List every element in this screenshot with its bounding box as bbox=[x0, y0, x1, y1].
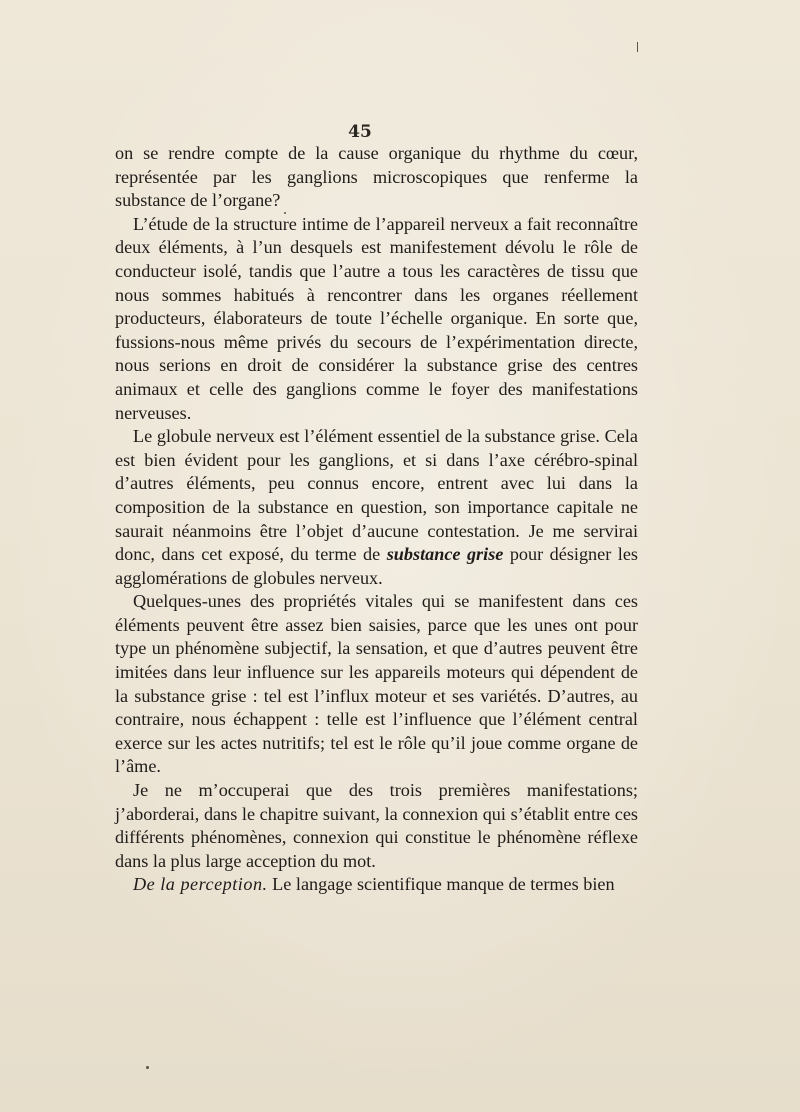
paragraph-text: Le langage scientifique manque de termes bien bbox=[267, 874, 615, 895]
paragraph-text: on se rendre compte de la cause organique du rhythme du cœur, représentée par les ganglions microscopiques que renferme la substance de l’organe? bbox=[115, 143, 638, 211]
paragraph-text: Je ne m’occuperai que des trois premières manifestations; j’aborderai, dans le chapitre suivant, la connexion qui s’établit entre ces différents phénomènes, connexion qui constitue le phénomène réflexe dans la plus large acception du mot. bbox=[115, 780, 638, 871]
page-number: 45 bbox=[348, 122, 372, 142]
paper-mark bbox=[637, 42, 638, 52]
paragraph bbox=[115, 873, 638, 897]
paper-mark bbox=[284, 212, 286, 214]
paragraph-text: Quelques-unes des propriétés vitales qui se manifestent dans ces éléments peuvent être assez bien saisies, parce que les unes ont pour type un phénomène subjectif, la sensation, et que d’autres peuvent être imitées dans leur influence sur les appareils moteurs qui dépendent de la substance grise : tel est l’influx moteur et ses variétés. D’autres, au contraire, nous échappent : telle est l’influence que l’élément central exerce sur les actes nutritifs; tel est le rôle qu’il joue comme organe de l’âme. bbox=[115, 591, 638, 777]
paper-mark bbox=[146, 1066, 149, 1069]
paragraph-text: L’étude de la structure intime de l’appareil nerveux a fait reconnaître deux éléments, à l’un desquels est manifestement dévolu le rôle de conducteur isolé, tandis que l’autre a tous les caractères de tissu que nous sommes habitués à rencontrer dans les organes réellement producteurs, élaborateurs de toute l’échelle organique. En sorte que, fussions-nous même privés du secours de l’expérimentation directe, nous serions en droit de considérer la substance grise des centres animaux et celle des ganglions comme le foyer des manifestations nerveuses. bbox=[115, 213, 638, 423]
paragraph-text: pour désigner les agglomérations de globules nerveux. bbox=[115, 544, 638, 588]
paragraph bbox=[115, 425, 638, 590]
paragraph bbox=[115, 142, 638, 213]
italic-term: substance grise bbox=[386, 544, 504, 565]
paragraph bbox=[115, 779, 638, 873]
paragraph bbox=[115, 590, 638, 779]
section-heading: De la perception. bbox=[133, 874, 268, 895]
paragraph-text: Le globule nerveux est l’élément essentiel de la substance grise. Cela est bien évident pour les ganglions, et si dans l’axe cérébro-spinal d’autres éléments, peu connus encore, entrent avec lui dans la composition de la substance en question, son importance capitale ne saurait néanmoins être l’objet d’aucune contestation. Je me servirai donc, dans cet exposé, du terme de bbox=[115, 426, 638, 565]
paragraph bbox=[115, 213, 638, 425]
body-text bbox=[115, 142, 638, 897]
